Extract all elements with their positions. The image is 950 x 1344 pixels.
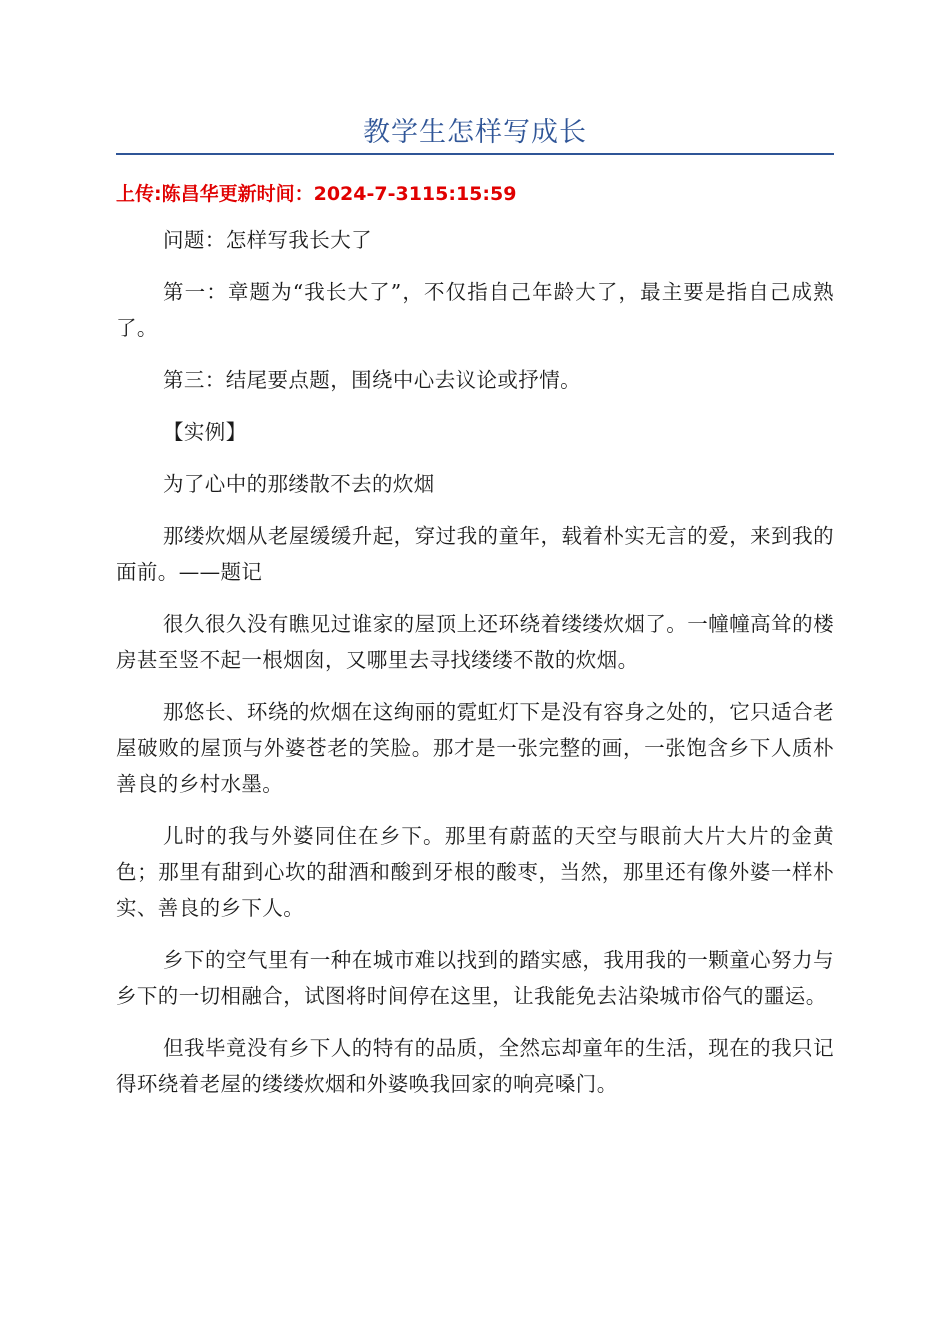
paragraph-body: 但我毕竟没有乡下人的特有的品质，全然忘却童年的生活，现在的我只记得环绕着老屋的缕缕炊烟和外婆唤我回家的响亮嗓门。 xyxy=(116,1036,834,1096)
paragraph-body: 乡下的空气里有一种在城市难以找到的踏实感，我用我的一颗童心努力与乡下的一切相融合，试图将时间停在这里，让我能免去沾染城市俗气的噩运。 xyxy=(116,948,834,1008)
paragraph-body: 儿时的我与外婆同住在乡下。那里有蔚蓝的天空与眼前大片大片的金黄色；那里有甜到心坎的甜酒和酸到牙根的酸枣，当然，那里还有像外婆一样朴实、善良的乡下人。 xyxy=(116,824,834,920)
paragraph-epigraph: 那缕炊烟从老屋缓缓升起，穿过我的童年，载着朴实无言的爱，来到我的面前。——题记 xyxy=(116,524,834,584)
paragraph-question: 问题：怎样写我长大了 xyxy=(163,228,372,252)
paragraph-essay-title: 为了心中的那缕散不去的炊烟 xyxy=(163,472,435,496)
title-divider xyxy=(116,153,834,155)
paragraph-body: 那悠长、环绕的炊烟在这绚丽的霓虹灯下是没有容身之处的，它只适合老屋破败的屋顶与外婆苍老的笑脸。那才是一张完整的画，一张饱含乡下人质朴善良的乡村水墨。 xyxy=(116,700,834,796)
document-title: 教学生怎样写成长 xyxy=(363,117,587,148)
document-body xyxy=(116,222,834,1118)
paragraph-point-one: 第一：章题为“我长大了”，不仅指自己年龄大了，最主要是指自己成熟了。 xyxy=(116,280,834,340)
upload-info: 上传:陈昌华更新时间：2024-7-3115:15:59 xyxy=(116,183,517,205)
paragraph-example-heading: 【实例】 xyxy=(163,420,247,444)
paragraph-body: 很久很久没有瞧见过谁家的屋顶上还环绕着缕缕炊烟了。一幢幢高耸的楼房甚至竖不起一根烟囱，又哪里去寻找缕缕不散的炊烟。 xyxy=(116,612,834,672)
paragraph-point-three: 第三：结尾要点题，围绕中心去议论或抒情。 xyxy=(163,368,581,392)
